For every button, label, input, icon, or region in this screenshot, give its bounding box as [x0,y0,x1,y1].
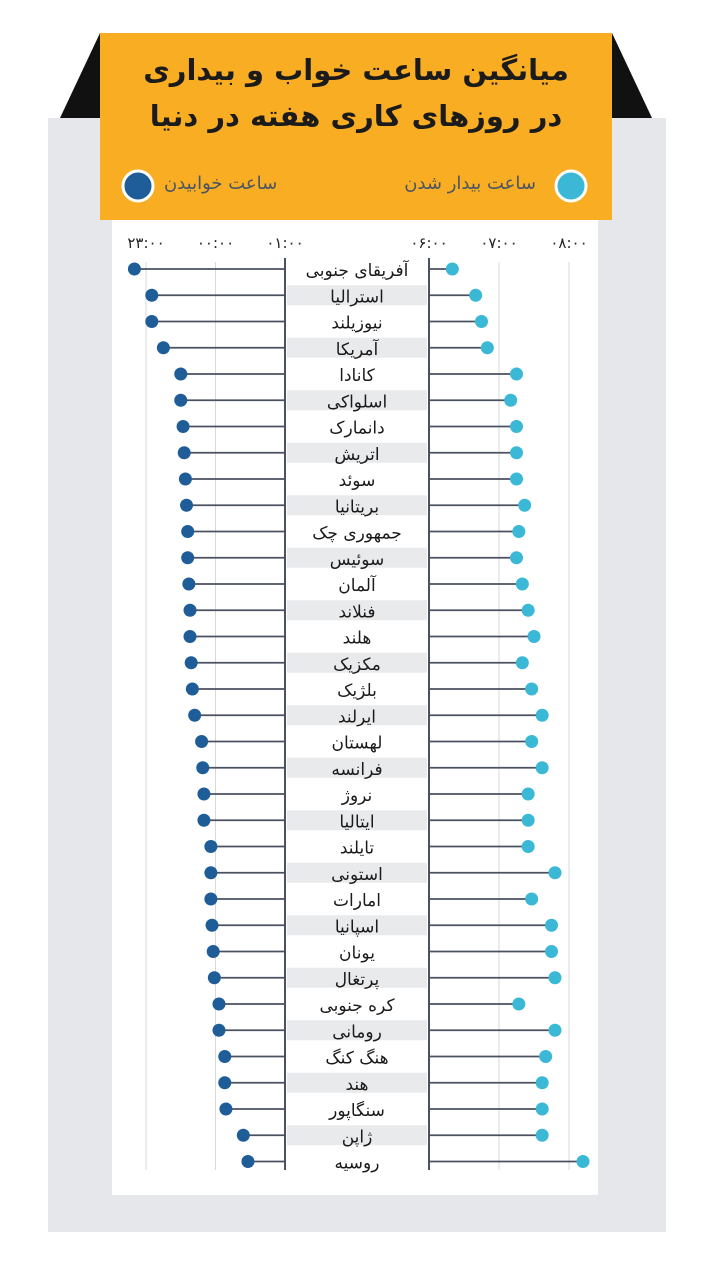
sleep-dot [181,525,194,538]
sleep-dot [185,656,198,669]
country-label: یونان [339,943,375,964]
sleep-dot [219,1103,232,1116]
wake-dot [475,315,488,328]
sleep-dot [208,971,221,984]
wake-dot [518,499,531,512]
wake-dot [545,919,558,932]
wake-dot [525,893,538,906]
country-label: مکزیک [333,654,381,675]
wake-dot [522,788,535,801]
sleep-dot [181,551,194,564]
wake-dot [510,420,523,433]
country-label: فرانسه [331,759,383,780]
sleep-dot [218,1076,231,1089]
wake-dot [481,341,494,354]
legend-sleep-dot [118,168,158,208]
country-label: امارات [333,891,381,911]
x-tick-label: ۰۸:۰۰ [550,234,588,252]
country-label: استرالیا [330,287,384,308]
country-label: ایتالیا [339,812,375,833]
country-label: ایرلند [337,707,377,728]
wake-dot [549,971,562,984]
country-label: دانمارک [329,418,385,439]
country-label: هلند [342,628,372,649]
dark-tab-right [612,33,652,118]
sleep-dot [188,709,201,722]
sleep-dot [179,473,192,486]
wake-dot [516,656,529,669]
legend-sleep-label: ساعت خوابیدن [164,173,278,194]
country-label: لهستان [331,733,383,754]
sleep-dot [174,394,187,407]
sleep-dot [212,1024,225,1037]
sleep-dot [145,315,158,328]
wake-dot [522,814,535,827]
wake-dot [525,683,538,696]
x-tick-label: ۰۷:۰۰ [480,234,518,252]
wake-dot [525,735,538,748]
sleep-dot [128,263,141,276]
legend-wake-dot [551,168,591,208]
country-label: آلمان [338,576,376,596]
sleep-dot [195,735,208,748]
wake-dot [516,578,529,591]
wake-dot [536,1076,549,1089]
wake-dot [536,1103,549,1116]
x-tick-label: ۲۳:۰۰ [127,234,165,252]
country-label: جمهوری چک [312,523,402,544]
wake-dot [510,473,523,486]
country-label: سوئیس [329,549,385,570]
country-label: بریتانیا [334,497,380,518]
sleep-dot [182,578,195,591]
wake-dot [549,866,562,879]
sleep-dot [218,1050,231,1063]
sleep-dot [206,919,219,932]
country-label: کانادا [339,366,375,386]
dark-tab-left [60,33,100,118]
country-label: فنلاند [338,602,376,623]
wake-dot [512,998,525,1011]
wake-dot [536,1129,549,1142]
wake-dot [549,1024,562,1037]
sleep-dot [204,840,217,853]
sleep-dot [212,998,225,1011]
country-label: استونی [331,864,383,885]
x-tick-label: ۰۰:۰۰ [196,234,235,252]
wake-dot [510,368,523,381]
sleep-dot [204,866,217,879]
country-label: اتریش [334,444,380,465]
sleep-dot [145,289,158,302]
chart-title-line-2: در روزهای کاری هفته در دنیا [149,99,563,133]
sleep-dot [174,368,187,381]
country-label: نیوزیلند [331,313,383,334]
wake-dot [522,840,535,853]
country-label: پرتغال [334,969,380,990]
country-label: روسیه [334,1153,380,1174]
sleep-dot [241,1155,254,1168]
sleep-dot [237,1129,250,1142]
sleep-dot [180,499,193,512]
wake-dot [446,263,459,276]
wake-dot [536,709,549,722]
country-label: هند [345,1074,369,1095]
country-label: هنگ کنگ [325,1048,389,1069]
wake-dot [510,446,523,459]
wake-dot [577,1155,590,1168]
wake-dot [545,945,558,958]
country-label: ژاپن [341,1127,373,1148]
wake-dot [512,525,525,538]
country-label: اسپانیا [334,917,380,938]
legend-wake-label: ساعت بیدار شدن [404,173,536,194]
wake-dot [539,1050,552,1063]
country-label: بلژیک [337,681,377,701]
country-label: تایلند [339,838,375,859]
x-tick-label: ۰۶:۰۰ [410,234,448,252]
country-label: سنگاپور [329,1101,385,1121]
country-label: نروژ [341,786,373,806]
sleep-dot [157,341,170,354]
wake-dot [510,551,523,564]
sleep-dot [184,630,197,643]
country-label: رومانی [332,1022,382,1043]
wake-dot [504,394,517,407]
sleep-dot [178,446,191,459]
wake-dot [536,761,549,774]
country-label: سوئد [338,471,376,491]
wake-dot [528,630,541,643]
sleep-dot [186,683,199,696]
country-label: کره جنوبی [319,996,395,1016]
wake-dot [469,289,482,302]
country-label: آمریکا [335,339,379,360]
sleep-dot [204,893,217,906]
sleep-dot [177,420,190,433]
country-label: آفریقای جنوبی [305,261,409,281]
sleep-dot [207,945,220,958]
wake-dot [522,604,535,617]
sleep-dot [197,814,210,827]
sleep-dot [197,788,210,801]
country-label: اسلواکی [326,392,388,413]
x-tick-label: ۰۱:۰۰ [266,234,304,252]
chart-title-line-1: میانگین ساعت خواب و بیداری [143,53,569,87]
sleep-dot [184,604,197,617]
sleep-dot [196,761,209,774]
